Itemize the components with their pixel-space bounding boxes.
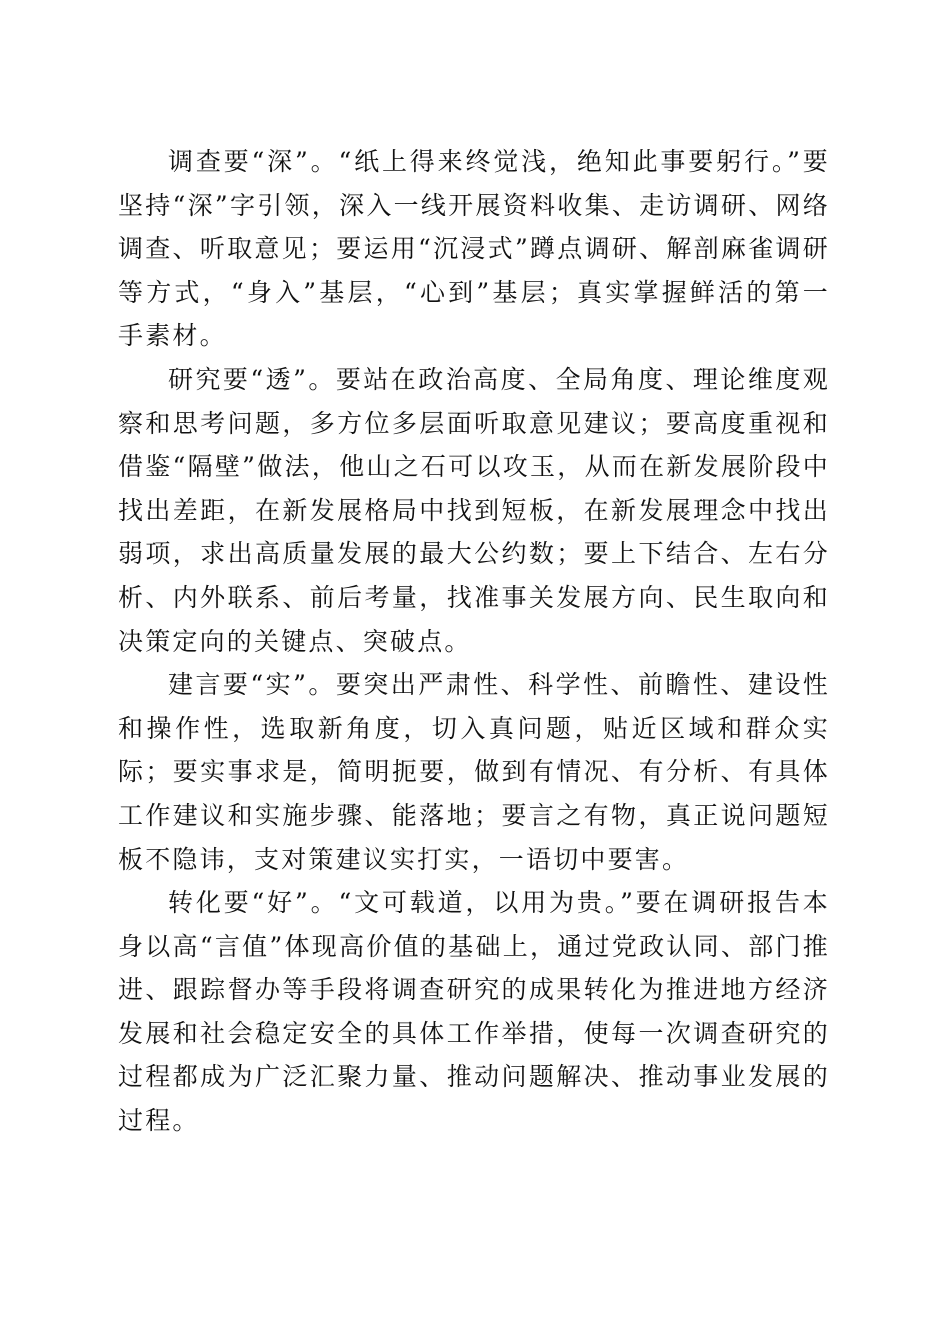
paragraph-transformation: 转化要“好”。“文可载道，以用为贵。”要在调研报告本身以高“言值”体现高价值的基础上，通过党政认同、部门推进、跟踪督办等手段将调查研究的成果转化为推进地方经济发展和社会稳定安全的具体工作举措，使每一次调查研究的过程都成为广泛汇聚力量、推动问题解决、推动事业发展的过程。 [118, 888, 830, 1136]
paragraph-research: 研究要“透”。要站在政治高度、全局角度、理论维度观察和思考问题，多方位多层面听取意见建议；要高度重视和借鉴“隔壁”做法，他山之石可以攻玉，从而在新发展阶段中找出差距，在新发展格局中找到短板，在新发展理念中找出弱项，求出高质量发展的最大公约数；要上下结合、左右分析、内外联系、前后考量，找准事关发展方向、民生取向和决策定向的关键点、突破点。 [118, 364, 830, 656]
document-body [118, 140, 830, 1143]
paragraph-investigation: 调查要“深”。“纸上得来终觉浅，绝知此事要躬行。”要坚持“深”字引领，深入一线开展资料收集、走访调研、网络调查、听取意见；要运用“沉浸式”蹲点调研、解剖麻雀调研等方式，“身入”基层，“心到”基层；真实掌握鲜活的第一手素材。 [118, 147, 830, 351]
paragraph-suggestion: 建言要“实”。要突出严肃性、科学性、前瞻性、建设性和操作性，选取新角度，切入真问题，贴近区域和群众实际；要实事求是，简明扼要，做到有情况、有分析、有具体工作建议和实施步骤、能落地；要言之有物，真正说问题短板不隐讳，支对策建议实打实，一语切中要害。 [118, 670, 830, 874]
